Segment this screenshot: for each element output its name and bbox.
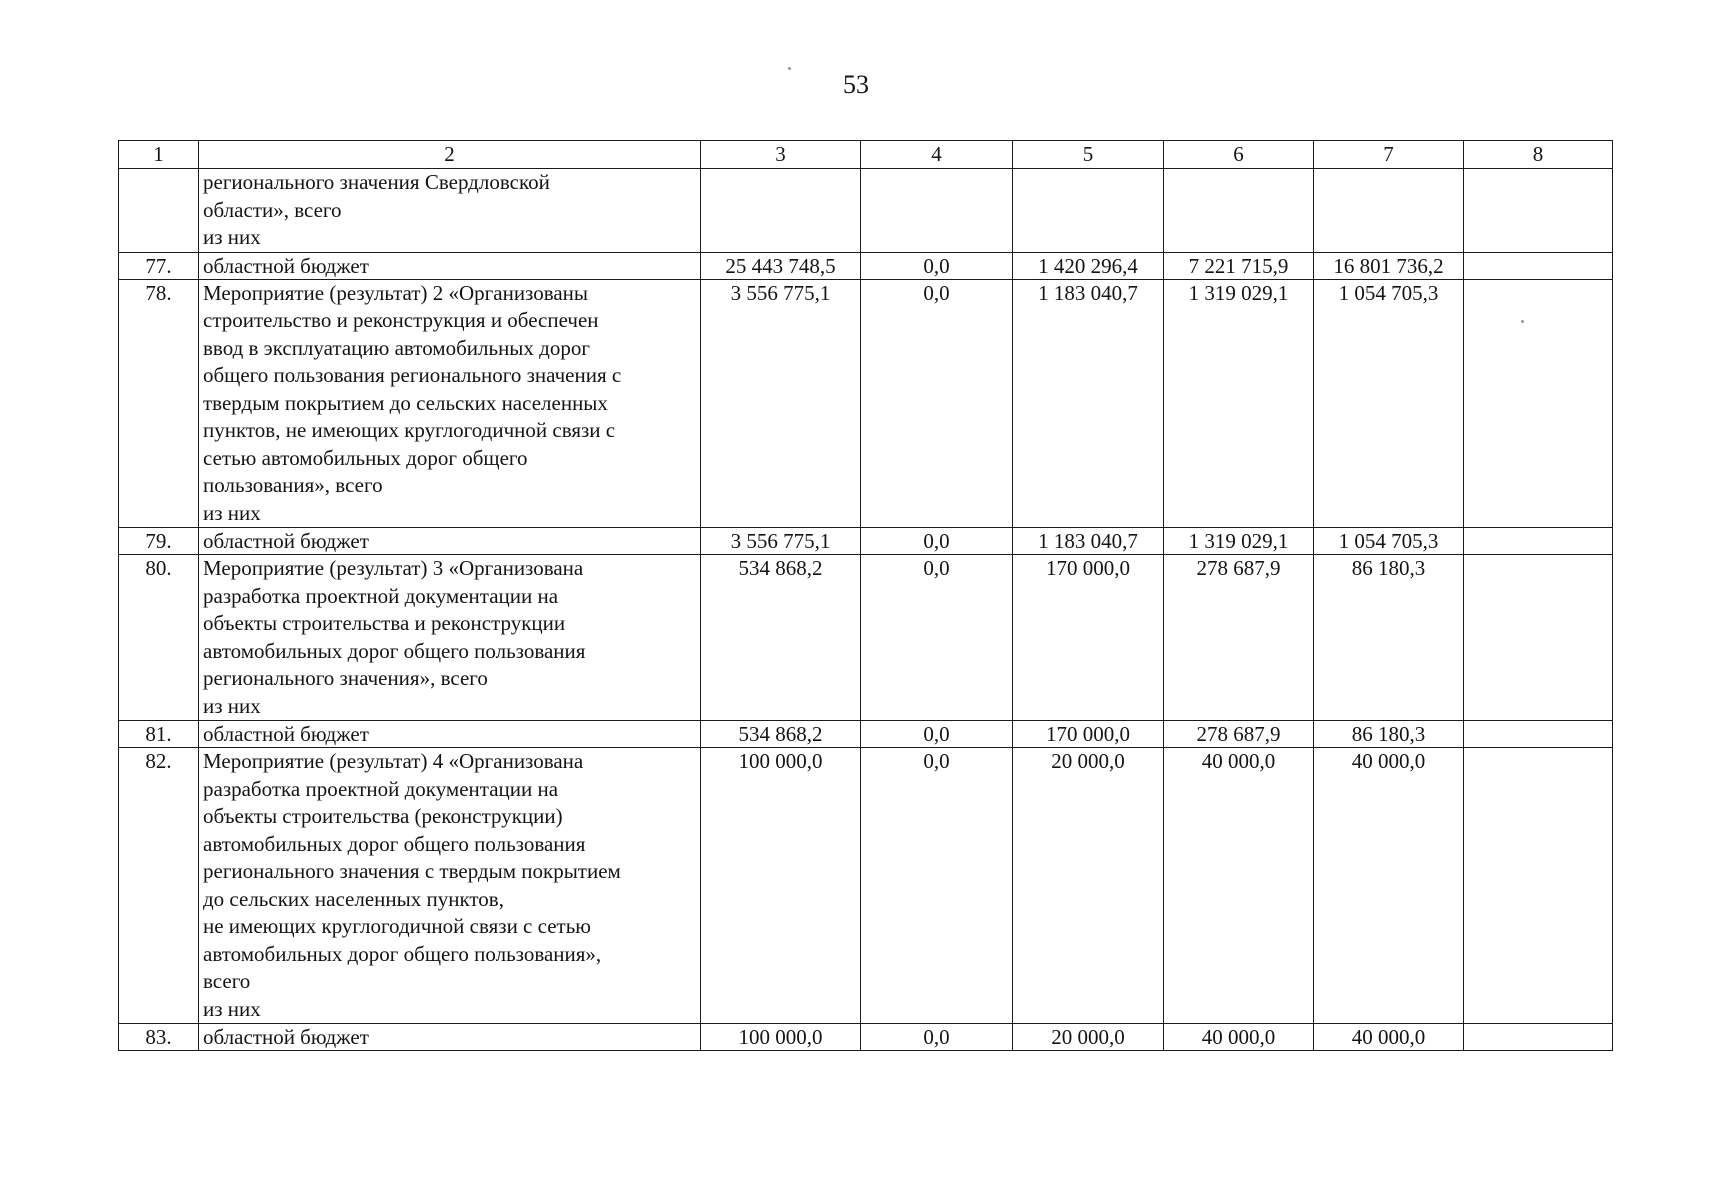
value-cell-col6: 40 000,0: [1164, 748, 1314, 1024]
value-cell-col3: [701, 169, 861, 253]
value-cell-col4: 0,0: [861, 528, 1013, 555]
table-row: [119, 721, 1613, 748]
column-header: 7: [1314, 141, 1464, 169]
value-cell-col3: 534 868,2: [701, 555, 861, 721]
value-cell-col4: 0,0: [861, 252, 1013, 279]
value-cell-col5: 1 420 296,4: [1013, 252, 1164, 279]
value-cell-col8: [1464, 279, 1613, 528]
row-number-cell: 77.: [119, 252, 199, 279]
value-cell-col4: 0,0: [861, 748, 1013, 1024]
value-cell-col8: [1464, 555, 1613, 721]
budget-table: [118, 140, 1613, 1051]
value-cell-col5: 170 000,0: [1013, 555, 1164, 721]
row-name-cell: Мероприятие (результат) 2 «Организованы строительство и реконструкция и обеспечен ввод в эксплуатацию автомобильных дорог общего пользования регионального значения с твердым покрытием до сельских населенных пунктов, не имеющих круглогодичной связи с сетью автомобильных дорог общего пользования», всего из них: [199, 279, 701, 528]
value-cell-col3: 100 000,0: [701, 1024, 861, 1051]
value-cell-col6: 40 000,0: [1164, 1024, 1314, 1051]
value-cell-col5: [1013, 169, 1164, 253]
value-cell-col7: 16 801 736,2: [1314, 252, 1464, 279]
value-cell-col5: 170 000,0: [1013, 721, 1164, 748]
column-header: 4: [861, 141, 1013, 169]
row-number-cell: 83.: [119, 1024, 199, 1051]
value-cell-col4: [861, 169, 1013, 253]
table-row: [119, 169, 1613, 253]
row-name-cell: Мероприятие (результат) 3 «Организована разработка проектной документации на объекты строительства и реконструкции автомобильных дорог общего пользования регионального значения», всего из них: [199, 555, 701, 721]
value-cell-col3: 100 000,0: [701, 748, 861, 1024]
value-cell-col7: 86 180,3: [1314, 555, 1464, 721]
value-cell-col3: 3 556 775,1: [701, 279, 861, 528]
row-number-cell: 78.: [119, 279, 199, 528]
value-cell-col7: 1 054 705,3: [1314, 528, 1464, 555]
value-cell-col5: 20 000,0: [1013, 748, 1164, 1024]
value-cell-col7: 86 180,3: [1314, 721, 1464, 748]
value-cell-col8: [1464, 528, 1613, 555]
value-cell-col6: 278 687,9: [1164, 555, 1314, 721]
page-number: 53: [843, 70, 869, 99]
row-number-cell: 82.: [119, 748, 199, 1024]
column-header: 1: [119, 141, 199, 169]
row-number-cell: 80.: [119, 555, 199, 721]
value-cell-col6: 7 221 715,9: [1164, 252, 1314, 279]
value-cell-col7: 40 000,0: [1314, 748, 1464, 1024]
row-number-cell: 79.: [119, 528, 199, 555]
table-row: [119, 748, 1613, 1024]
value-cell-col5: 20 000,0: [1013, 1024, 1164, 1051]
value-cell-col8: [1464, 252, 1613, 279]
row-name-cell: регионального значения Свердловской области», всего из них: [199, 169, 701, 253]
value-cell-col6: [1164, 169, 1314, 253]
table-row: [119, 555, 1613, 721]
value-cell-col6: 1 319 029,1: [1164, 279, 1314, 528]
column-header: 2: [199, 141, 701, 169]
row-name-cell: областной бюджет: [199, 721, 701, 748]
row-name-cell: областной бюджет: [199, 528, 701, 555]
value-cell-col6: 278 687,9: [1164, 721, 1314, 748]
value-cell-col3: 3 556 775,1: [701, 528, 861, 555]
column-header: 5: [1013, 141, 1164, 169]
value-cell-col8: [1464, 748, 1613, 1024]
scan-speck: [788, 67, 791, 70]
value-cell-col3: 25 443 748,5: [701, 252, 861, 279]
column-header: 8: [1464, 141, 1613, 169]
table-row: [119, 252, 1613, 279]
table-header-row: [119, 141, 1613, 169]
row-number-cell: 81.: [119, 721, 199, 748]
value-cell-col8: [1464, 721, 1613, 748]
value-cell-col7: [1314, 169, 1464, 253]
row-name-cell: областной бюджет: [199, 1024, 701, 1051]
table-row: [119, 528, 1613, 555]
row-name-cell: Мероприятие (результат) 4 «Организована разработка проектной документации на объекты строительства (реконструкции) автомобильных дорог общего пользования регионального значения с твердым покрытием до сельских населенных пунктов, не имеющих круглогодичной связи с сетью автомобильных дорог общего пользования», всего из них: [199, 748, 701, 1024]
value-cell-col4: 0,0: [861, 1024, 1013, 1051]
value-cell-col4: 0,0: [861, 721, 1013, 748]
column-header: 3: [701, 141, 861, 169]
value-cell-col5: 1 183 040,7: [1013, 528, 1164, 555]
value-cell-col6: 1 319 029,1: [1164, 528, 1314, 555]
value-cell-col8: [1464, 169, 1613, 253]
value-cell-col4: 0,0: [861, 555, 1013, 721]
value-cell-col3: 534 868,2: [701, 721, 861, 748]
value-cell-col5: 1 183 040,7: [1013, 279, 1164, 528]
column-header: 6: [1164, 141, 1314, 169]
value-cell-col7: 1 054 705,3: [1314, 279, 1464, 528]
value-cell-col8: [1464, 1024, 1613, 1051]
row-number-cell: [119, 169, 199, 253]
row-name-cell: областной бюджет: [199, 252, 701, 279]
table-row: [119, 279, 1613, 528]
value-cell-col4: 0,0: [861, 279, 1013, 528]
value-cell-col7: 40 000,0: [1314, 1024, 1464, 1051]
table-row: [119, 1024, 1613, 1051]
